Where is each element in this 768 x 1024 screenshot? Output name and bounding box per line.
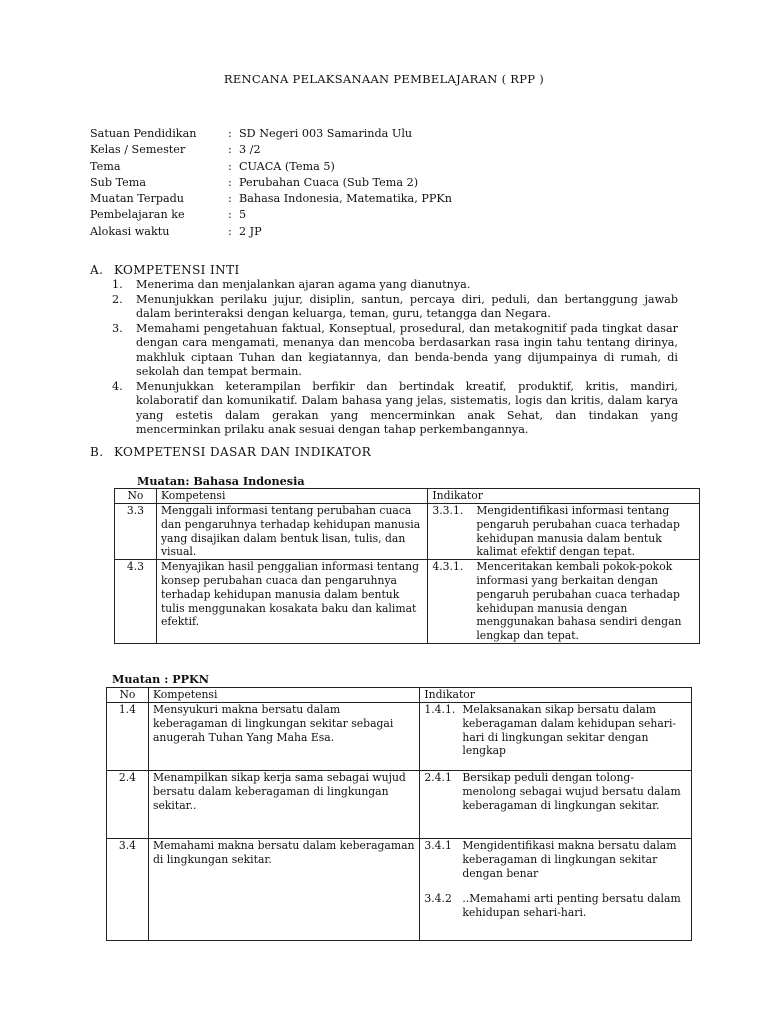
cell-no: 3.3 xyxy=(115,504,157,560)
table-row xyxy=(115,560,700,644)
section-a-heading xyxy=(90,263,240,278)
cell-kompetensi: Memahami makna bersatu dalam keberagaman di lingkungan sekitar. xyxy=(148,839,419,941)
indikator-entry xyxy=(424,892,687,920)
indikator-text: Bersikap peduli dengan tolong-menolong sebagai wujud bersatu dalam keberagaman di lingkungan sekitar. xyxy=(462,771,681,812)
cell-indikator xyxy=(420,839,692,941)
indikator-text: Mengidentifikasi makna bersatu dalam keberagaman di lingkungan sekitar dengan benar xyxy=(462,839,677,880)
list-item-number: 3. xyxy=(112,321,123,335)
indikator-text: Mengidentifikasi informasi tentang pengaruh perubahan cuaca terhadap kehidupan manusia dalam bentuk kalimat efektif dengan tepat. xyxy=(476,504,680,559)
identity-value: Bahasa Indonesia, Matematika, PPKn xyxy=(239,192,452,206)
identity-value: 5 xyxy=(239,208,247,222)
table-row xyxy=(107,839,692,941)
header-no: No xyxy=(107,688,149,703)
document-title: RENCANA PELAKSANAAN PEMBELAJARAN ( RPP ) xyxy=(223,72,545,86)
section-b-heading xyxy=(90,445,371,460)
identity-colon: : xyxy=(228,224,232,238)
list-item-text: Memahami pengetahuan faktual, Konseptual, prosedural, dan metakognitif pada tingkat dasar dengan cara mengamati, menanya dan mencoba berdasarkan rasa ingin tahu tentang dirinya, makhluk ciptaan Tuhan dan kegiatannya, dan benda-benda yang dijumpainya di rumah, di sekolah dan tempat bermain. xyxy=(136,321,678,378)
table-row xyxy=(115,504,700,560)
identity-label: Tema xyxy=(90,159,121,173)
identity-value: 3 /2 xyxy=(239,143,261,157)
table-row xyxy=(107,771,692,839)
cell-indikator xyxy=(428,560,700,644)
list-item xyxy=(112,278,678,293)
spacer xyxy=(424,880,687,892)
indikator-entry xyxy=(432,560,695,643)
identity-row xyxy=(90,224,452,240)
cell-indikator xyxy=(420,703,692,771)
header-indikator: Indikator xyxy=(420,688,692,703)
list-item xyxy=(112,322,678,380)
identity-row xyxy=(90,191,452,207)
identity-row xyxy=(90,175,452,191)
cell-kompetensi: Mensyukuri makna bersatu dalam keberagaman di lingkungan sekitar sebagai anugerah Tuhan Yang Maha Esa. xyxy=(148,703,419,771)
header-kompetensi: Kompetensi xyxy=(148,688,419,703)
table-header-row xyxy=(107,688,692,703)
list-item-number: 2. xyxy=(112,292,123,306)
cell-no: 4.3 xyxy=(115,560,157,644)
cell-no: 2.4 xyxy=(107,771,149,839)
identity-row xyxy=(90,159,452,175)
section-a-title: KOMPETENSI INTI xyxy=(114,263,240,277)
section-b-letter: B. xyxy=(90,445,104,459)
identity-label: Alokasi waktu xyxy=(90,224,170,238)
identity-value: CUACA (Tema 5) xyxy=(239,159,335,173)
cell-indikator xyxy=(428,504,700,560)
header-kompetensi: Kompetensi xyxy=(156,489,427,504)
indikator-text: ..Memahami arti penting bersatu dalam kehidupan sehari-hari. xyxy=(462,892,681,920)
identity-value: SD Negeri 003 Samarinda Ulu xyxy=(239,127,413,140)
section-a-letter: A. xyxy=(90,263,104,277)
indikator-entry xyxy=(432,504,695,559)
indikator-entry xyxy=(424,703,687,758)
section-b-title: KOMPETENSI DASAR DAN INDIKATOR xyxy=(114,445,372,459)
indikator-text: Menceritakan kembali pokok-pokok informasi yang berkaitan dengan pengaruh perubahan cuaca terhadap kehidupan manusia dengan menggunakan bahasa sendiri dengan lengkap dan tepat. xyxy=(476,560,682,643)
list-item-text: Menunjukkan keterampilan berfikir dan bertindak kreatif, produktif, kritis, mandiri, kolaboratif dan komunikatif. Dalam bahasa yang jelas, sistematis, logis dan kritis, dalam karya yang estetis dalam gerakan yang mencerminkan anak Sehat, dan tindakan yang mencerminkan prilaku anak sesuai dengan tahap perkembangannya. xyxy=(136,379,678,436)
table-row xyxy=(107,703,692,771)
identity-colon: : xyxy=(228,143,232,157)
identity-value: Perubahan Cuaca (Sub Tema 2) xyxy=(239,175,419,189)
cell-no: 1.4 xyxy=(107,703,149,771)
table-header-row xyxy=(115,489,700,504)
identity-row xyxy=(90,142,452,158)
indikator-number: 3.4.2 xyxy=(424,892,452,906)
identity-colon: : xyxy=(228,208,232,222)
list-item-number: 1. xyxy=(112,278,123,291)
identity-colon: : xyxy=(228,192,232,206)
indikator-number: 4.3.1. xyxy=(432,560,464,574)
list-item-text: Menunjukkan perilaku jujur, disiplin, santun, percaya diri, peduli, dan bertanggung jawab dalam berinteraksi dengan keluarga, teman, guru, tetangga dan Negara. xyxy=(136,292,678,320)
identity-value: 2 JP xyxy=(239,224,262,238)
identity-colon: : xyxy=(228,127,232,140)
list-item-number: 4. xyxy=(112,379,123,393)
indikator-number: 2.4.1 xyxy=(424,771,452,784)
muatan-ppkn-label: Muatan : PPKN xyxy=(112,672,210,686)
identity-row xyxy=(90,207,452,223)
indikator-number: 3.4.1 xyxy=(424,839,452,852)
indikator-entry xyxy=(424,839,687,880)
list-item-text: Menerima dan menjalankan ajaran agama yang dianutnya. xyxy=(136,278,471,291)
identity-colon: : xyxy=(228,175,232,189)
kompetensi-inti-list xyxy=(112,278,678,438)
indikator-entry xyxy=(424,771,687,812)
list-item xyxy=(112,380,678,438)
identity-label: Pembelajaran ke xyxy=(90,208,185,222)
identity-label: Sub Tema xyxy=(90,175,147,189)
indikator-number: 1.4.1. xyxy=(424,703,456,716)
list-item xyxy=(112,293,678,322)
muatan-bahasa-indonesia-label: Muatan: Bahasa Indonesia xyxy=(137,474,305,488)
header-indikator: Indikator xyxy=(428,489,700,504)
header-no: No xyxy=(115,489,157,504)
identity-block xyxy=(90,126,452,240)
cell-indikator xyxy=(420,771,692,839)
identity-row xyxy=(90,126,452,142)
cell-kompetensi: Menampilkan sikap kerja sama sebagai wujud bersatu dalam keberagaman di lingkungan sekitar.. xyxy=(148,771,419,839)
table-ppkn xyxy=(106,687,692,941)
cell-kompetensi: Menyajikan hasil penggalian informasi tentang konsep perubahan cuaca dan pengaruhnya terhadap kehidupan manusia dalam bentuk tulis menggunakan kosakata baku dan kalimat efektif. xyxy=(156,560,427,644)
identity-label: Muatan Terpadu xyxy=(90,192,185,206)
cell-no: 3.4 xyxy=(107,839,149,941)
identity-colon: : xyxy=(228,159,232,173)
table-bahasa-indonesia xyxy=(114,488,700,644)
identity-label: Satuan Pendidikan xyxy=(90,127,197,140)
indikator-text: Melaksanakan sikap bersatu dalam keberagaman dalam kehidupan sehari-hari di lingkungan sekitar dengan lengkap xyxy=(462,703,677,758)
identity-label: Kelas / Semester xyxy=(90,143,186,157)
indikator-number: 3.3.1. xyxy=(432,504,464,517)
cell-kompetensi: Menggali informasi tentang perubahan cuaca dan pengaruhnya terhadap kehidupan manusia yang disajikan dalam bentuk lisan, tulis, dan visual. xyxy=(156,504,427,560)
